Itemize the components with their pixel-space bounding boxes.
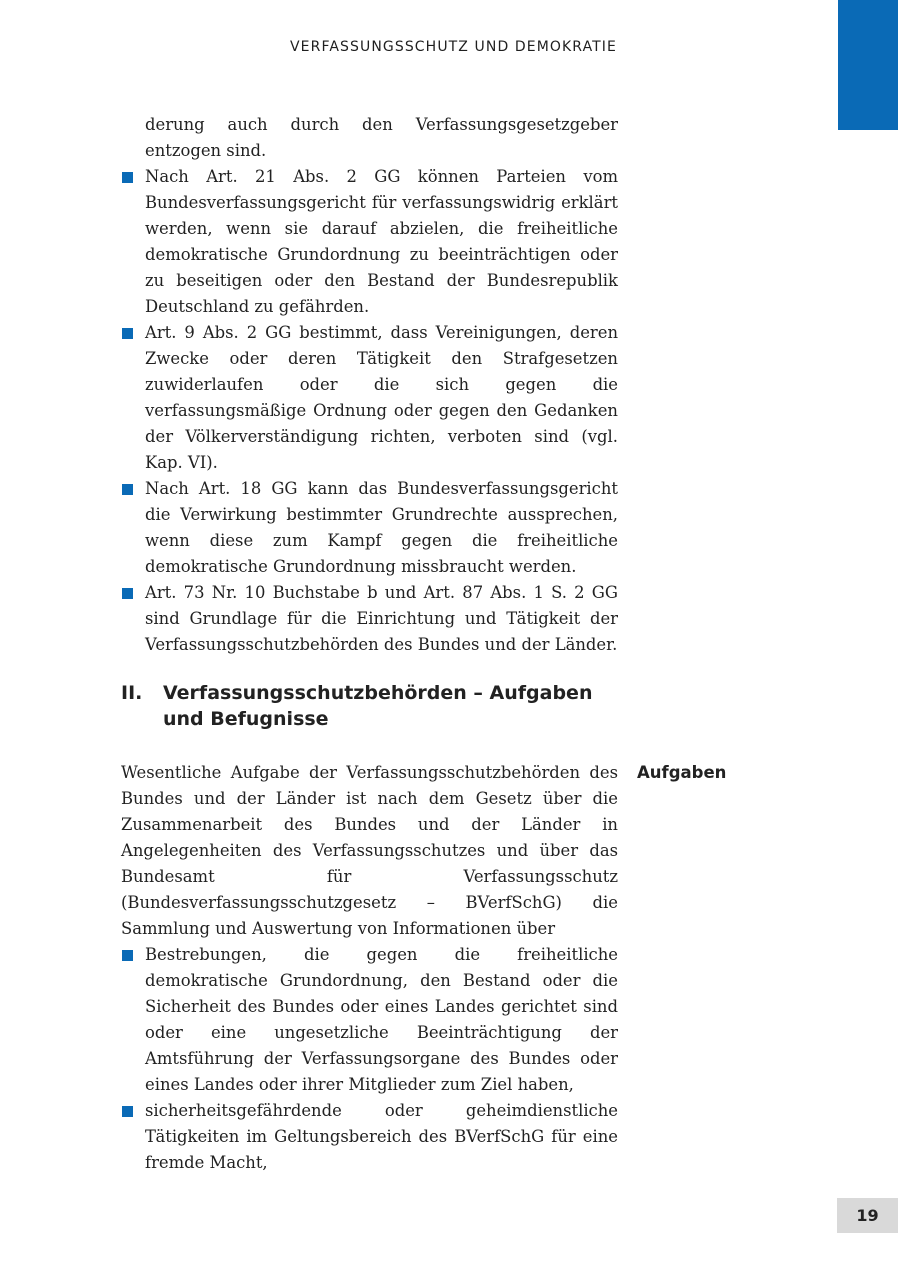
bullet-list-aufgaben xyxy=(121,942,618,1176)
list-item-text: Art. 9 Abs. 2 GG bestimmt, dass Vereinigungen, deren Zwecke oder deren Tätigkeit den Strafgesetzen zuwiderlaufen oder die sich gegen die verfassungsmäßige Ordnung oder gegen den Gedanken der Völkerverständigung richten, verboten sind (vgl. Kap. VI). xyxy=(145,323,618,472)
list-item-text: Art. 73 Nr. 10 Buchstabe b und Art. 87 Abs. 1 S. 2 GG sind Grundlage für die Einrichtung und Tätigkeit der Verfassungsschutzbehörden des Bundes und der Länder. xyxy=(145,583,618,654)
list-item-text: Nach Art. 21 Abs. 2 GG können Parteien vom Bundesverfassungsgericht für verfassungswidrig erklärt werden, wenn sie darauf abzielen, die freiheitliche demokratische Grundordnung zu beeinträchtigen oder zu beseitigen oder den Bestand der Bundesrepublik Deutschland zu gefährden. xyxy=(145,167,618,316)
bullet-square-icon xyxy=(122,950,133,961)
section-number: II. xyxy=(121,682,143,704)
intro-paragraph: Wesentliche Aufgabe der Verfassungsschutzbehörden des Bundes und der Länder ist nach dem Gesetz über die Zusammenarbeit des Bundes und der Länder in Angelegenheiten des Verfassungsschutzes und über das Bundesamt für Verfassungsschutz (Bundesverfassungsschutzgesetz – BVerfSchG) die Sammlung und Auswertung von Informationen über xyxy=(121,763,618,938)
bullet-square-icon xyxy=(122,1106,133,1117)
list-item xyxy=(121,1098,618,1176)
list-item-text: Nach Art. 18 GG kann das Bundesverfassungsgericht die Verwirkung bestimmter Grundrechte aussprechen, wenn diese zum Kampf gegen die freiheitliche demokratische Grundordnung missbraucht werden. xyxy=(145,479,618,576)
continuation-paragraph: derung auch durch den Verfassungsgesetzgeber entzogen sind. xyxy=(145,115,618,160)
running-header: VERFASSUNGSSCHUTZ UND DEMOKRATIE xyxy=(290,39,617,55)
section-title: Verfassungsschutzbehörden – Aufgaben und Befugnisse xyxy=(163,682,593,730)
list-item xyxy=(121,942,618,1098)
bullet-square-icon xyxy=(122,588,133,599)
list-item-text: sicherheitsgefährdende oder geheimdienstliche Tätigkeiten im Geltungsbereich des BVerfSchG für eine fremde Macht, xyxy=(145,1101,618,1172)
list-item xyxy=(121,164,618,320)
bullet-square-icon xyxy=(122,328,133,339)
bullet-square-icon xyxy=(122,172,133,183)
list-item xyxy=(121,320,618,476)
bullet-list-grundgesetz xyxy=(121,164,618,658)
list-item xyxy=(121,580,618,658)
list-item xyxy=(121,476,618,580)
list-item-text: Bestrebungen, die gegen die freiheitliche demokratische Grundordnung, den Bestand oder die Sicherheit des Bundes oder eines Landes gerichtet sind oder eine ungesetzliche Beeinträchtigung der Amtsführung der Verfassungsorgane des Bundes oder eines Landes oder ihrer Mitglieder zum Ziel haben, xyxy=(145,945,618,1094)
margin-note: Aufgaben xyxy=(637,763,727,782)
page-number: 19 xyxy=(837,1198,898,1233)
bullet-square-icon xyxy=(122,484,133,495)
chapter-tab-marker xyxy=(838,0,898,130)
